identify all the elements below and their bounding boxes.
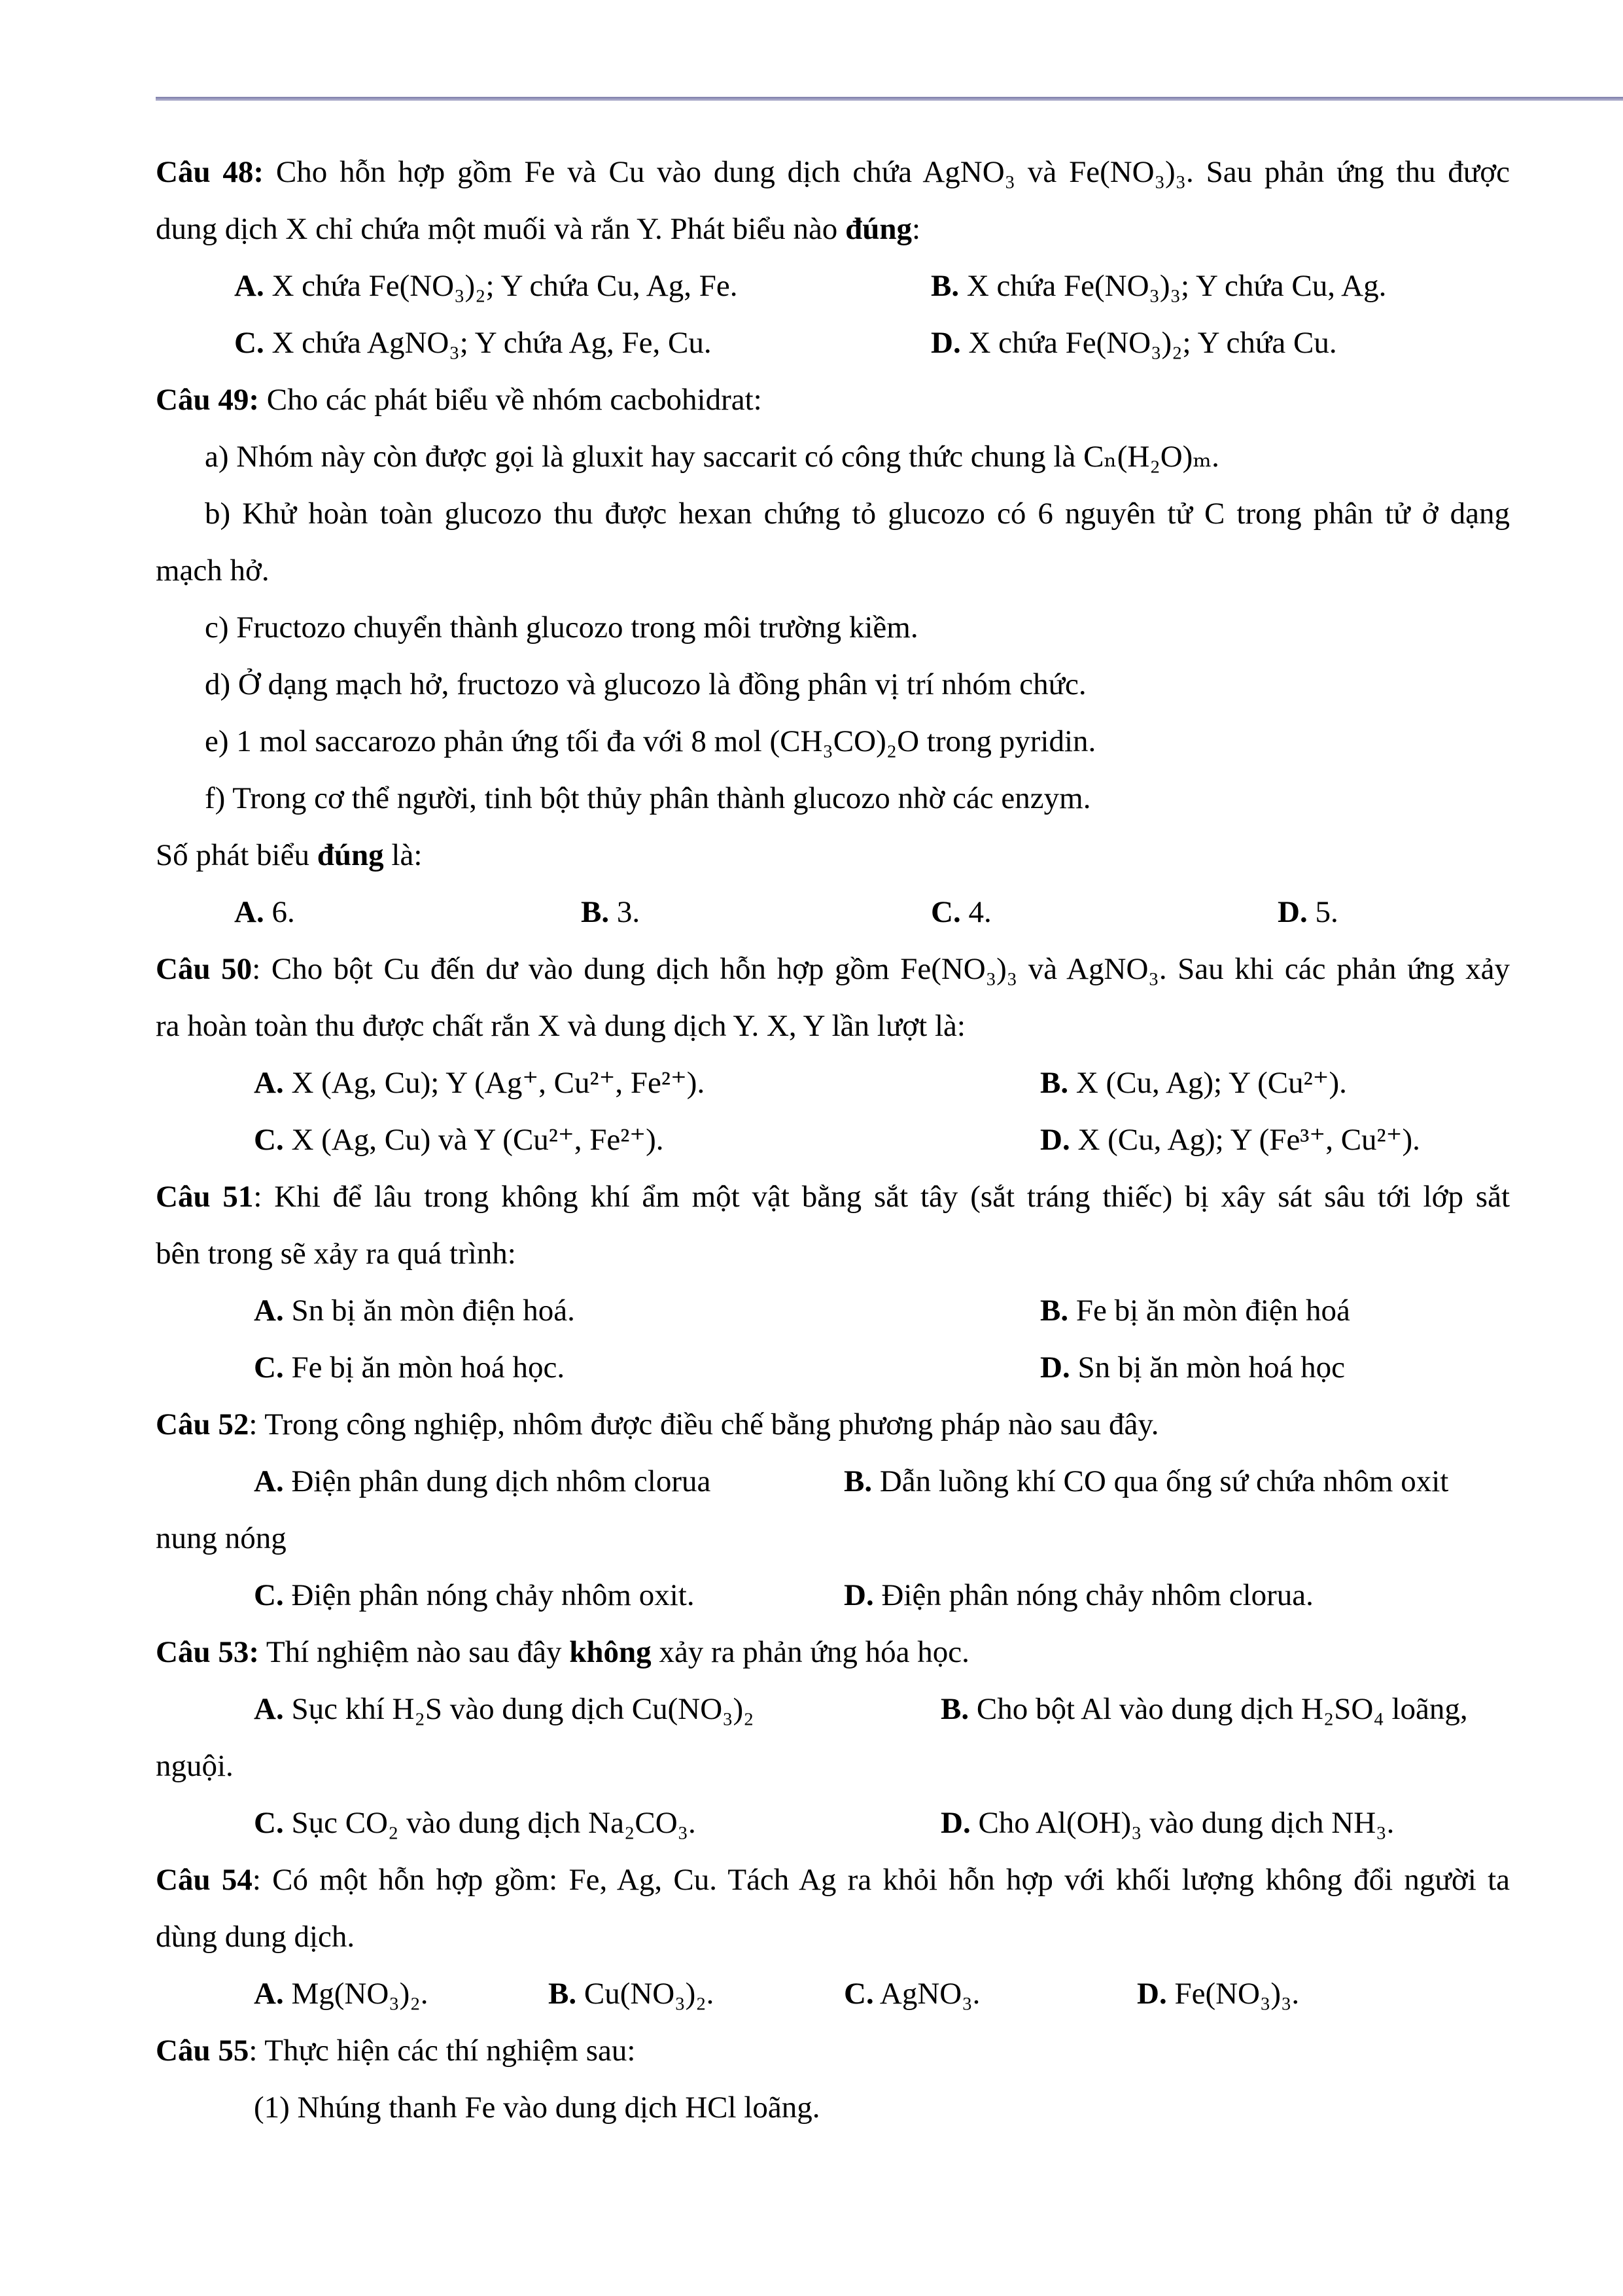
q54-option-a: A. Mg(NO₃)₂. xyxy=(254,1977,428,2011)
q52-options-row1 xyxy=(156,1453,1510,1510)
q53-option-c: C. Sục CO₂ vào dung dịch Na₂CO₃. xyxy=(254,1806,696,1840)
q51-option-d: D. Sn bị ăn mòn hoá học xyxy=(1040,1351,1346,1385)
q54-options-row xyxy=(156,1966,1510,2022)
q50-options-row2 xyxy=(156,1112,1510,1169)
q48-option-b: B. X chứa Fe(NO₃)₃; Y chứa Cu, Ag. xyxy=(931,269,1387,303)
q52-stem: Câu 52: Trong công nghiệp, nhôm được điều chế bằng phương pháp nào sau đây. xyxy=(156,1407,1159,1441)
q53-options-row2 xyxy=(156,1795,1510,1852)
q50-options-row1 xyxy=(156,1055,1510,1112)
q48-options-row1 xyxy=(156,258,1510,315)
q52-option-c: C. Điện phân nóng chảy nhôm oxit. xyxy=(254,1578,695,1612)
q51-option-b: B. Fe bị ăn mòn điện hoá xyxy=(1040,1294,1350,1328)
header-rule xyxy=(156,97,1623,101)
q48-options-row2 xyxy=(156,315,1510,372)
q49-option-c: C. 4. xyxy=(931,895,992,929)
q50-label: Câu 50 xyxy=(156,952,253,986)
q54-stem-line1: Câu 54: Có một hỗn hợp gồm: Fe, Ag, Cu. Tách Ag ra khỏi hỗn hợp với khối lượng không đổi người ta xyxy=(156,1863,1510,1897)
q50-stem-line2: ra hoàn toàn thu được chất rắn X và dung dịch Y. X, Y lần lượt là: xyxy=(156,1009,966,1043)
q52-option-b: B. Dẫn luồng khí CO qua ống sứ chứa nhôm oxit xyxy=(844,1464,1449,1498)
q53-option-b-cont: nguội. xyxy=(156,1749,234,1783)
q54-stem-line2: dùng dung dịch. xyxy=(156,1920,355,1954)
q50-option-b: B. X (Cu, Ag); Y (Cu²⁺). xyxy=(1040,1066,1347,1100)
q50-option-d: D. X (Cu, Ag); Y (Fe³⁺, Cu²⁺). xyxy=(1040,1123,1420,1157)
q54-label: Câu 54 xyxy=(156,1863,253,1897)
q49-statement-d: d) Ở dạng mạch hở, fructozo và glucozo là đồng phân vị trí nhóm chức. xyxy=(205,667,1087,701)
q48-label: Câu 48: xyxy=(156,155,264,189)
q50-option-a: A. X (Ag, Cu); Y (Ag⁺, Cu²⁺, Fe²⁺). xyxy=(254,1066,705,1100)
q49-label: Câu 49: xyxy=(156,383,259,417)
q49-options-row xyxy=(156,884,1510,941)
q48-option-c: C. X chứa AgNO₃; Y chứa Ag, Fe, Cu. xyxy=(234,326,712,360)
q49-statement-c: c) Fructozo chuyển thành glucozo trong môi trường kiềm. xyxy=(205,610,918,645)
q48-option-d: D. X chứa Fe(NO₃)₂; Y chứa Cu. xyxy=(931,326,1337,360)
q53-option-d: D. Cho Al(OH)₃ vào dung dịch NH₃. xyxy=(941,1806,1395,1840)
q52-option-b-cont: nung nóng xyxy=(156,1521,287,1555)
q51-stem-line1: Câu 51: Khi để lâu trong không khí ẩm một vật bằng sắt tây (sắt tráng thiếc) bị xây sát sâu tới lớp sắt xyxy=(156,1180,1510,1214)
q49-option-b: B. 3. xyxy=(581,895,640,929)
q54-option-c: C. AgNO₃. xyxy=(844,1977,981,2011)
q49-statement-e: e) 1 mol saccarozo phản ứng tối đa với 8 mol (CH₃CO)₂O trong pyridin. xyxy=(205,724,1096,758)
q49-statement-f: f) Trong cơ thể người, tinh bột thủy phân thành glucozo nhờ các enzym. xyxy=(205,781,1091,815)
q50-option-c: C. X (Ag, Cu) và Y (Cu²⁺, Fe²⁺). xyxy=(254,1123,664,1157)
document-body xyxy=(156,144,1510,2136)
q49-statement-b-line1: b) Khử hoàn toàn glucozo thu được hexan chứng tỏ glucozo có 6 nguyên tử C trong phân tử ở dạng xyxy=(205,497,1510,531)
q52-option-a: A. Điện phân dung dịch nhôm clorua xyxy=(254,1464,711,1498)
q51-label: Câu 51 xyxy=(156,1180,254,1214)
q54-option-d: D. Fe(NO₃)₃. xyxy=(1137,1977,1300,2011)
q51-options-row2 xyxy=(156,1339,1510,1396)
q51-option-a: A. Sn bị ăn mòn điện hoá. xyxy=(254,1294,575,1328)
q52-option-d: D. Điện phân nóng chảy nhôm clorua. xyxy=(844,1578,1314,1612)
q48-stem-line2: dung dịch X chỉ chứa một muối và rắn Y. Phát biểu nào đúng: xyxy=(156,212,921,246)
q53-options-row1 xyxy=(156,1681,1510,1738)
q49-option-a: A. 6. xyxy=(234,895,295,929)
q50-stem-line1: Câu 50: Cho bột Cu đến dư vào dung dịch hỗn hợp gồm Fe(NO₃)₃ và AgNO₃. Sau khi các phản ứng xảy xyxy=(156,952,1510,986)
q54-option-b: B. Cu(NO₃)₂. xyxy=(548,1977,714,2011)
q53-option-b: B. Cho bột Al vào dung dịch H₂SO₄ loãng, xyxy=(941,1692,1468,1726)
q55-stem: Câu 55: Thực hiện các thí nghiệm sau: xyxy=(156,2034,636,2068)
q49-ask: Số phát biểu đúng là: xyxy=(156,838,423,872)
q49-option-d: D. 5. xyxy=(1278,895,1338,929)
q51-stem-line2: bên trong sẽ xảy ra quá trình: xyxy=(156,1237,516,1271)
q48-stem-line1: Câu 48: Cho hỗn hợp gồm Fe và Cu vào dung dịch chứa AgNO₃ và Fe(NO₃)₃. Sau phản ứng thu được xyxy=(156,155,1510,189)
q53-label: Câu 53: xyxy=(156,1635,259,1669)
q49-statement-a: a) Nhóm này còn được gọi là gluxit hay saccarit có công thức chung là Cₙ(H₂O)ₘ. xyxy=(205,440,1219,474)
q48-option-a: A. X chứa Fe(NO₃)₂; Y chứa Cu, Ag, Fe. xyxy=(234,269,738,303)
q53-option-a: A. Sục khí H₂S vào dung dịch Cu(NO₃)₂ xyxy=(254,1692,754,1726)
q53-stem: Câu 53: Thí nghiệm nào sau đây không xảy ra phản ứng hóa học. xyxy=(156,1635,969,1669)
q55-label: Câu 55 xyxy=(156,2034,249,2068)
q52-options-row2 xyxy=(156,1567,1510,1624)
q55-item-1: (1) Nhúng thanh Fe vào dung dịch HCl loãng. xyxy=(254,2091,820,2125)
q52-label: Câu 52 xyxy=(156,1407,249,1441)
q49-statement-b-line2: mạch hở. xyxy=(156,554,270,588)
q51-option-c: C. Fe bị ăn mòn hoá học. xyxy=(254,1351,565,1385)
q49-stem: Câu 49: Cho các phát biểu về nhóm cacbohidrat: xyxy=(156,383,762,417)
q51-options-row1 xyxy=(156,1282,1510,1339)
